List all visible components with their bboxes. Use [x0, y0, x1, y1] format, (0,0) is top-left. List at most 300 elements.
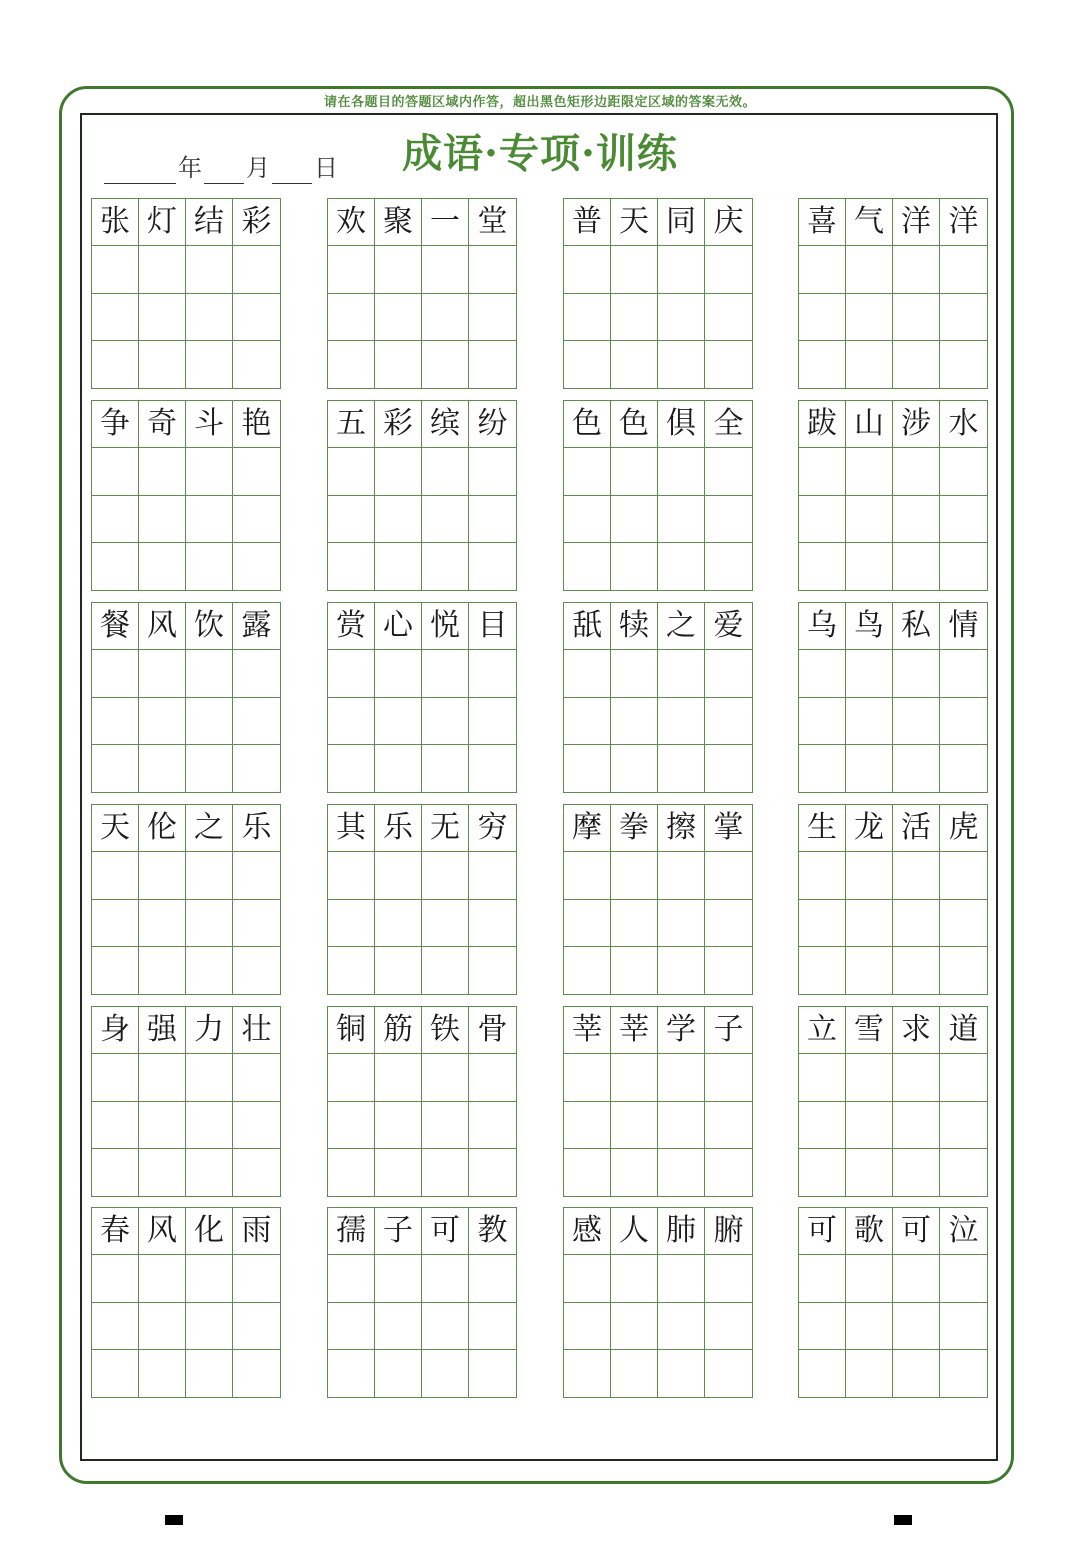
writing-practice-cell[interactable] [328, 496, 375, 543]
writing-practice-cell[interactable] [139, 543, 186, 590]
writing-practice-cell[interactable] [564, 294, 611, 341]
writing-practice-cell[interactable] [846, 448, 893, 495]
writing-practice-cell[interactable] [422, 650, 469, 697]
writing-practice-cell[interactable] [328, 341, 375, 388]
writing-practice-cell[interactable] [139, 1350, 186, 1397]
writing-practice-cell[interactable] [186, 698, 233, 745]
month-blank[interactable] [204, 153, 244, 184]
writing-practice-cell[interactable] [940, 543, 987, 590]
writing-practice-cell[interactable] [893, 543, 940, 590]
writing-practice-cell[interactable] [139, 1255, 186, 1302]
writing-practice-cell[interactable] [375, 1255, 422, 1302]
writing-practice-cell[interactable] [422, 341, 469, 388]
writing-practice-cell[interactable] [233, 294, 280, 341]
writing-practice-cell[interactable] [469, 852, 516, 899]
writing-practice-cell[interactable] [893, 650, 940, 697]
writing-practice-cell[interactable] [658, 698, 705, 745]
writing-practice-cell[interactable] [705, 852, 752, 899]
writing-practice-cell[interactable] [846, 745, 893, 792]
writing-practice-cell[interactable] [658, 341, 705, 388]
writing-practice-cell[interactable] [233, 852, 280, 899]
writing-practice-cell[interactable] [846, 1255, 893, 1302]
writing-practice-cell[interactable] [92, 900, 139, 947]
writing-practice-cell[interactable] [705, 745, 752, 792]
writing-practice-cell[interactable] [233, 448, 280, 495]
writing-practice-cell[interactable] [233, 1350, 280, 1397]
writing-practice-cell[interactable] [233, 496, 280, 543]
writing-practice-cell[interactable] [469, 1350, 516, 1397]
writing-practice-cell[interactable] [375, 448, 422, 495]
writing-practice-cell[interactable] [658, 496, 705, 543]
writing-practice-cell[interactable] [893, 496, 940, 543]
writing-practice-cell[interactable] [893, 246, 940, 293]
writing-practice-cell[interactable] [940, 1054, 987, 1101]
writing-practice-cell[interactable] [92, 341, 139, 388]
writing-practice-cell[interactable] [705, 650, 752, 697]
writing-practice-cell[interactable] [705, 341, 752, 388]
writing-practice-cell[interactable] [186, 900, 233, 947]
idiom-character-cell [564, 805, 611, 852]
writing-practice-cell[interactable] [139, 294, 186, 341]
writing-practice-cell[interactable] [328, 698, 375, 745]
writing-practice-cell[interactable] [893, 698, 940, 745]
writing-practice-cell[interactable] [139, 1054, 186, 1101]
writing-practice-cell[interactable] [705, 1303, 752, 1350]
writing-practice-cell[interactable] [328, 745, 375, 792]
writing-practice-cell[interactable] [564, 1054, 611, 1101]
writing-practice-cell[interactable] [940, 698, 987, 745]
writing-practice-cell[interactable] [328, 1350, 375, 1397]
writing-practice-cell[interactable] [564, 698, 611, 745]
idiom-grid [91, 804, 281, 995]
writing-practice-cell[interactable] [139, 947, 186, 994]
writing-practice-cell[interactable] [893, 448, 940, 495]
writing-practice-cell[interactable] [705, 448, 752, 495]
writing-practice-cell[interactable] [611, 246, 658, 293]
writing-practice-cell[interactable] [469, 1102, 516, 1149]
writing-practice-cell[interactable] [705, 1054, 752, 1101]
writing-practice-cell[interactable] [422, 1102, 469, 1149]
writing-practice-cell[interactable] [893, 947, 940, 994]
writing-practice-cell[interactable] [233, 947, 280, 994]
writing-practice-cell[interactable] [940, 1102, 987, 1149]
writing-practice-cell[interactable] [375, 496, 422, 543]
writing-practice-cell[interactable] [940, 1303, 987, 1350]
writing-practice-cell[interactable] [186, 448, 233, 495]
writing-practice-cell[interactable] [233, 900, 280, 947]
writing-practice-cell[interactable] [92, 745, 139, 792]
writing-practice-cell[interactable] [422, 496, 469, 543]
writing-practice-cell[interactable] [139, 1102, 186, 1149]
writing-practice-cell[interactable] [92, 543, 139, 590]
writing-practice-cell[interactable] [846, 294, 893, 341]
writing-practice-cell[interactable] [92, 1303, 139, 1350]
writing-practice-cell[interactable] [564, 1149, 611, 1196]
writing-practice-cell[interactable] [139, 448, 186, 495]
writing-practice-cell[interactable] [799, 294, 846, 341]
writing-practice-cell[interactable] [186, 1350, 233, 1397]
writing-practice-cell[interactable] [233, 650, 280, 697]
writing-practice-cell[interactable] [375, 1350, 422, 1397]
writing-practice-cell[interactable] [658, 900, 705, 947]
writing-practice-cell[interactable] [469, 294, 516, 341]
writing-practice-cell[interactable] [92, 852, 139, 899]
writing-practice-cell[interactable] [375, 246, 422, 293]
writing-practice-cell[interactable] [799, 947, 846, 994]
day-blank[interactable] [272, 153, 312, 184]
writing-practice-cell[interactable] [92, 246, 139, 293]
writing-practice-cell[interactable] [658, 543, 705, 590]
writing-practice-cell[interactable] [186, 1102, 233, 1149]
writing-practice-cell[interactable] [564, 1255, 611, 1302]
writing-practice-cell[interactable] [469, 1149, 516, 1196]
writing-practice-cell[interactable] [375, 650, 422, 697]
writing-practice-cell[interactable] [139, 698, 186, 745]
writing-practice-cell[interactable] [658, 852, 705, 899]
writing-practice-cell[interactable] [328, 1149, 375, 1196]
writing-practice-cell[interactable] [799, 698, 846, 745]
writing-practice-cell[interactable] [186, 1255, 233, 1302]
writing-practice-cell[interactable] [422, 1303, 469, 1350]
writing-practice-cell[interactable] [893, 745, 940, 792]
writing-practice-cell[interactable] [846, 543, 893, 590]
writing-practice-cell[interactable] [611, 650, 658, 697]
writing-practice-cell[interactable] [92, 947, 139, 994]
writing-practice-cell[interactable] [422, 947, 469, 994]
writing-practice-cell[interactable] [611, 1303, 658, 1350]
writing-practice-cell[interactable] [799, 448, 846, 495]
writing-practice-cell[interactable] [375, 900, 422, 947]
writing-practice-cell[interactable] [375, 1102, 422, 1149]
writing-practice-cell[interactable] [893, 294, 940, 341]
writing-practice-cell[interactable] [375, 698, 422, 745]
writing-practice-cell[interactable] [564, 496, 611, 543]
writing-practice-cell[interactable] [186, 650, 233, 697]
year-blank[interactable] [104, 153, 176, 184]
writing-practice-cell[interactable] [328, 246, 375, 293]
writing-practice-cell[interactable] [611, 341, 658, 388]
idiom-character-cell [375, 1007, 422, 1054]
writing-practice-cell[interactable] [611, 947, 658, 994]
writing-practice-cell[interactable] [940, 448, 987, 495]
writing-practice-cell[interactable] [186, 294, 233, 341]
writing-practice-cell[interactable] [799, 852, 846, 899]
writing-practice-cell[interactable] [92, 650, 139, 697]
writing-practice-cell[interactable] [658, 1149, 705, 1196]
writing-practice-cell[interactable] [799, 1149, 846, 1196]
writing-practice-cell[interactable] [92, 496, 139, 543]
writing-practice-cell[interactable] [469, 698, 516, 745]
writing-practice-cell[interactable] [658, 947, 705, 994]
writing-practice-cell[interactable] [846, 341, 893, 388]
writing-practice-cell[interactable] [422, 852, 469, 899]
writing-practice-cell[interactable] [564, 852, 611, 899]
writing-practice-cell[interactable] [375, 1054, 422, 1101]
writing-practice-cell[interactable] [139, 341, 186, 388]
writing-practice-cell[interactable] [799, 1054, 846, 1101]
writing-practice-cell[interactable] [328, 947, 375, 994]
writing-practice-cell[interactable] [564, 543, 611, 590]
writing-practice-cell[interactable] [940, 341, 987, 388]
writing-practice-cell[interactable] [940, 745, 987, 792]
writing-practice-cell[interactable] [846, 900, 893, 947]
writing-practice-cell[interactable] [375, 1303, 422, 1350]
writing-practice-cell[interactable] [469, 341, 516, 388]
writing-practice-cell[interactable] [375, 745, 422, 792]
writing-practice-cell[interactable] [611, 1054, 658, 1101]
writing-practice-cell[interactable] [611, 900, 658, 947]
writing-practice-cell[interactable] [893, 852, 940, 899]
writing-practice-cell[interactable] [233, 341, 280, 388]
writing-practice-cell[interactable] [328, 900, 375, 947]
writing-practice-cell[interactable] [186, 852, 233, 899]
idiom-character-cell [139, 1208, 186, 1255]
writing-practice-cell[interactable] [705, 1255, 752, 1302]
writing-practice-cell[interactable] [139, 745, 186, 792]
writing-practice-cell[interactable] [799, 1255, 846, 1302]
writing-practice-cell[interactable] [564, 650, 611, 697]
writing-practice-cell[interactable] [611, 1149, 658, 1196]
writing-practice-cell[interactable] [422, 1255, 469, 1302]
writing-practice-cell[interactable] [186, 1149, 233, 1196]
writing-practice-cell[interactable] [328, 1303, 375, 1350]
writing-practice-cell[interactable] [893, 1350, 940, 1397]
writing-practice-cell[interactable] [564, 947, 611, 994]
writing-practice-cell[interactable] [328, 1054, 375, 1101]
writing-practice-cell[interactable] [469, 1255, 516, 1302]
writing-practice-cell[interactable] [611, 496, 658, 543]
writing-practice-cell[interactable] [893, 341, 940, 388]
writing-practice-cell[interactable] [658, 246, 705, 293]
writing-practice-cell[interactable] [940, 1350, 987, 1397]
writing-practice-cell[interactable] [233, 543, 280, 590]
writing-practice-cell[interactable] [186, 543, 233, 590]
writing-practice-cell[interactable] [846, 698, 893, 745]
writing-practice-cell[interactable] [658, 294, 705, 341]
writing-practice-cell[interactable] [469, 745, 516, 792]
writing-practice-cell[interactable] [799, 341, 846, 388]
writing-practice-cell[interactable] [328, 543, 375, 590]
writing-practice-cell[interactable] [469, 947, 516, 994]
writing-practice-cell[interactable] [658, 650, 705, 697]
writing-practice-cell[interactable] [846, 650, 893, 697]
writing-practice-cell[interactable] [233, 698, 280, 745]
writing-practice-cell[interactable] [611, 1102, 658, 1149]
writing-practice-cell[interactable] [705, 1350, 752, 1397]
writing-practice-cell[interactable] [940, 650, 987, 697]
writing-practice-cell[interactable] [705, 294, 752, 341]
writing-practice-cell[interactable] [658, 1102, 705, 1149]
writing-practice-cell[interactable] [186, 1054, 233, 1101]
writing-practice-cell[interactable] [611, 852, 658, 899]
writing-practice-cell[interactable] [92, 1149, 139, 1196]
writing-practice-cell[interactable] [422, 246, 469, 293]
writing-practice-cell[interactable] [92, 1350, 139, 1397]
writing-practice-cell[interactable] [469, 1303, 516, 1350]
writing-practice-cell[interactable] [186, 947, 233, 994]
writing-practice-cell[interactable] [469, 1054, 516, 1101]
writing-practice-cell[interactable] [893, 1255, 940, 1302]
writing-practice-cell[interactable] [940, 852, 987, 899]
idiom-character: 筋 [383, 1012, 413, 1048]
writing-practice-cell[interactable] [705, 1149, 752, 1196]
writing-practice-cell[interactable] [422, 1054, 469, 1101]
writing-practice-cell[interactable] [940, 1149, 987, 1196]
writing-practice-cell[interactable] [846, 1350, 893, 1397]
writing-practice-cell[interactable] [186, 1303, 233, 1350]
writing-practice-cell[interactable] [233, 246, 280, 293]
writing-practice-cell[interactable] [940, 947, 987, 994]
writing-practice-cell[interactable] [658, 1303, 705, 1350]
idiom-character-cell [92, 1208, 139, 1255]
writing-practice-cell[interactable] [893, 1054, 940, 1101]
writing-practice-cell[interactable] [328, 448, 375, 495]
writing-practice-cell[interactable] [469, 900, 516, 947]
idiom-character: 洋 [948, 204, 979, 240]
writing-practice-cell[interactable] [705, 900, 752, 947]
writing-practice-cell[interactable] [799, 496, 846, 543]
writing-practice-cell[interactable] [564, 745, 611, 792]
writing-practice-cell[interactable] [705, 496, 752, 543]
writing-practice-cell[interactable] [328, 1255, 375, 1302]
writing-practice-cell[interactable] [328, 1102, 375, 1149]
writing-practice-cell[interactable] [846, 1303, 893, 1350]
writing-practice-cell[interactable] [940, 900, 987, 947]
writing-practice-cell[interactable] [564, 246, 611, 293]
writing-practice-cell[interactable] [611, 448, 658, 495]
writing-practice-cell[interactable] [422, 543, 469, 590]
writing-practice-cell[interactable] [92, 1054, 139, 1101]
writing-practice-cell[interactable] [564, 1350, 611, 1397]
writing-practice-cell[interactable] [564, 1102, 611, 1149]
writing-practice-cell[interactable] [139, 496, 186, 543]
writing-practice-cell[interactable] [422, 1149, 469, 1196]
writing-practice-cell[interactable] [799, 900, 846, 947]
writing-practice-cell[interactable] [799, 1303, 846, 1350]
writing-practice-cell[interactable] [846, 852, 893, 899]
writing-practice-cell[interactable] [940, 294, 987, 341]
writing-practice-cell[interactable] [92, 698, 139, 745]
writing-practice-cell[interactable] [139, 246, 186, 293]
writing-practice-cell[interactable] [658, 1255, 705, 1302]
writing-practice-cell[interactable] [469, 650, 516, 697]
writing-practice-cell[interactable] [375, 543, 422, 590]
writing-practice-cell[interactable] [940, 246, 987, 293]
writing-practice-cell[interactable] [705, 246, 752, 293]
writing-practice-cell[interactable] [940, 496, 987, 543]
writing-practice-cell[interactable] [846, 496, 893, 543]
writing-practice-cell[interactable] [422, 294, 469, 341]
writing-practice-cell[interactable] [846, 1102, 893, 1149]
writing-practice-cell[interactable] [893, 1149, 940, 1196]
writing-practice-cell[interactable] [846, 246, 893, 293]
writing-practice-cell[interactable] [893, 900, 940, 947]
writing-practice-cell[interactable] [328, 852, 375, 899]
writing-practice-cell[interactable] [186, 496, 233, 543]
writing-practice-cell[interactable] [564, 900, 611, 947]
writing-practice-cell[interactable] [422, 900, 469, 947]
writing-practice-cell[interactable] [92, 1255, 139, 1302]
writing-practice-cell[interactable] [422, 745, 469, 792]
writing-practice-cell[interactable] [422, 698, 469, 745]
writing-practice-cell[interactable] [233, 1255, 280, 1302]
writing-practice-cell[interactable] [328, 294, 375, 341]
idiom-character-cell [375, 805, 422, 852]
writing-practice-cell[interactable] [799, 1102, 846, 1149]
writing-practice-cell[interactable] [233, 1303, 280, 1350]
writing-practice-cell[interactable] [799, 745, 846, 792]
writing-practice-cell[interactable] [375, 1149, 422, 1196]
writing-practice-cell[interactable] [658, 1054, 705, 1101]
writing-practice-cell[interactable] [893, 1303, 940, 1350]
writing-practice-cell[interactable] [611, 1350, 658, 1397]
writing-practice-cell[interactable] [233, 1054, 280, 1101]
writing-practice-cell[interactable] [658, 448, 705, 495]
writing-practice-cell[interactable] [233, 1102, 280, 1149]
writing-practice-cell[interactable] [611, 745, 658, 792]
writing-practice-cell[interactable] [469, 246, 516, 293]
writing-practice-cell[interactable] [139, 1149, 186, 1196]
writing-practice-cell[interactable] [705, 698, 752, 745]
writing-practice-cell[interactable] [375, 947, 422, 994]
writing-practice-cell[interactable] [611, 294, 658, 341]
writing-practice-cell[interactable] [705, 1102, 752, 1149]
writing-practice-cell[interactable] [564, 341, 611, 388]
writing-practice-cell[interactable] [375, 852, 422, 899]
writing-practice-cell[interactable] [846, 947, 893, 994]
writing-practice-cell[interactable] [233, 1149, 280, 1196]
writing-practice-cell[interactable] [139, 900, 186, 947]
writing-practice-cell[interactable] [658, 745, 705, 792]
idiom-character: 可 [901, 1213, 931, 1249]
writing-practice-cell[interactable] [846, 1054, 893, 1101]
writing-practice-cell[interactable] [233, 745, 280, 792]
writing-practice-cell[interactable] [799, 543, 846, 590]
writing-practice-cell[interactable] [799, 246, 846, 293]
writing-practice-cell[interactable] [799, 650, 846, 697]
writing-practice-cell[interactable] [375, 341, 422, 388]
writing-practice-cell[interactable] [564, 1303, 611, 1350]
writing-practice-cell[interactable] [611, 698, 658, 745]
writing-practice-cell[interactable] [422, 1350, 469, 1397]
writing-practice-cell[interactable] [92, 294, 139, 341]
writing-practice-cell[interactable] [611, 1255, 658, 1302]
writing-practice-cell[interactable] [375, 294, 422, 341]
writing-practice-cell[interactable] [186, 246, 233, 293]
writing-practice-cell[interactable] [469, 448, 516, 495]
writing-practice-cell[interactable] [139, 650, 186, 697]
writing-practice-cell[interactable] [469, 543, 516, 590]
writing-practice-cell[interactable] [846, 1149, 893, 1196]
writing-practice-cell[interactable] [705, 543, 752, 590]
writing-practice-cell[interactable] [328, 650, 375, 697]
writing-practice-cell[interactable] [564, 448, 611, 495]
writing-practice-cell[interactable] [893, 1102, 940, 1149]
writing-practice-cell[interactable] [799, 1350, 846, 1397]
writing-practice-cell[interactable] [186, 745, 233, 792]
writing-practice-cell[interactable] [658, 1350, 705, 1397]
writing-practice-cell[interactable] [705, 947, 752, 994]
writing-practice-cell[interactable] [139, 852, 186, 899]
writing-practice-cell[interactable] [940, 1255, 987, 1302]
writing-practice-cell[interactable] [139, 1303, 186, 1350]
writing-practice-cell[interactable] [186, 341, 233, 388]
writing-practice-cell[interactable] [611, 543, 658, 590]
writing-practice-cell[interactable] [422, 448, 469, 495]
writing-practice-cell[interactable] [469, 496, 516, 543]
writing-practice-cell[interactable] [92, 448, 139, 495]
writing-practice-cell[interactable] [92, 1102, 139, 1149]
